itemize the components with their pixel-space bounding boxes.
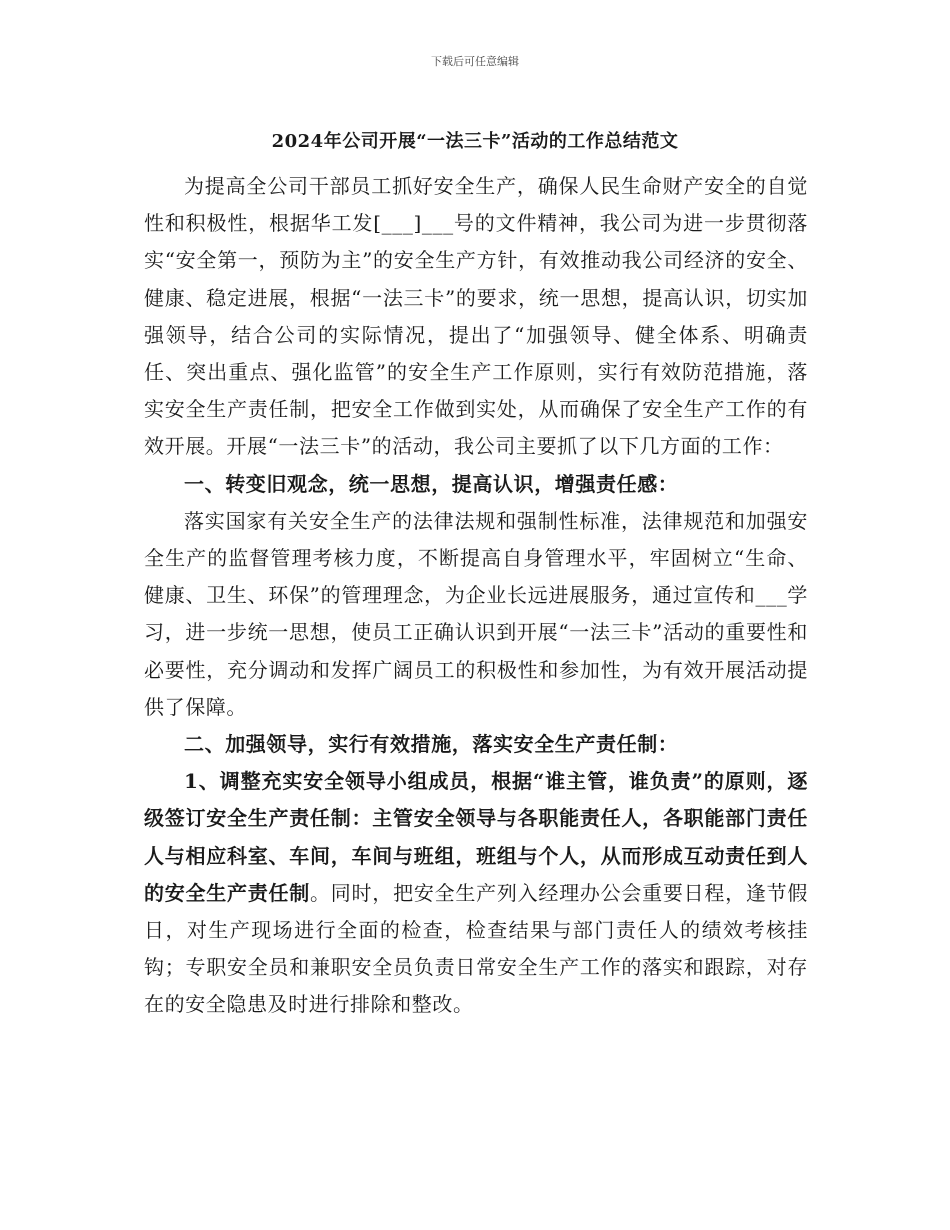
document-body xyxy=(144,168,808,1024)
section-heading-2: 二、加强领导，实行有效措施，落实安全生产责任制： xyxy=(184,732,679,757)
section-1-paragraph: 落实国家有关安全生产的法律法规和强制性标准，法律规范和加强安全生产的监督管理考核力度，不断提高自身管理水平，牢固树立“生命、健康、卫生、环保”的管理理念，为企业长远进展服务，通过宣传和___学习，进一步统一思想，使员工正确认识到开展“一法三卡”活动的重要性和必要性，充分调动和发挥广阔员工的积极性和参加性，为有效开展活动提供了保障。 xyxy=(144,508,808,719)
intro-paragraph: 为提高全公司干部员工抓好安全生产，确保人民生命财产安全的自觉性和积极性，根据华工发[___]___号的文件精神，我公司为进一步贯彻落实“安全第一，预防为主”的安全生产方针，有效推动我公司经济的安全、健康、稳定进展，根据“一法三卡”的要求，统一思想，提高认识，切实加强领导，结合公司的实际情况，提出了“加强领导、健全体系、明确责任、突出重点、强化监管”的安全生产工作原则，实行有效防范措施，落实安全生产责任制，把安全工作做到实处，从而确保了安全生产工作的有效开展。开展“一法三卡”的活动，我公司主要抓了以下几方面的工作： xyxy=(144,174,808,459)
section-heading-1: 一、转变旧观念，统一思想，提高认识，增强责任感： xyxy=(184,471,679,496)
header-note: 下载后可任意编辑 xyxy=(431,55,519,68)
document-title: 2024年公司开展“一法三卡”活动的工作总结范文 xyxy=(271,131,679,152)
item-1-paragraph xyxy=(144,763,808,1023)
item-1-bold-text: 1、调整充实安全领导小组成员，根据“谁主管，谁负责”的原则，逐级签订安全生产责任制：主管安全领导与各职能责任人，各职能部门责任人与相应科室、车间，车间与班组，班组与个人，从而形成互动责任到人的安全生产责任制 xyxy=(144,769,808,905)
item-1-regular-text: 。同时，把安全生产列入经理办公会重要日程，逢节假日，对生产现场进行全面的检查，检查结果与部门责任人的绩效考核挂钩；专职安全员和兼职安全员负责日常安全生产工作的落实和跟踪，对存在的安全隐患及时进行排除和整改。 xyxy=(144,880,808,1017)
